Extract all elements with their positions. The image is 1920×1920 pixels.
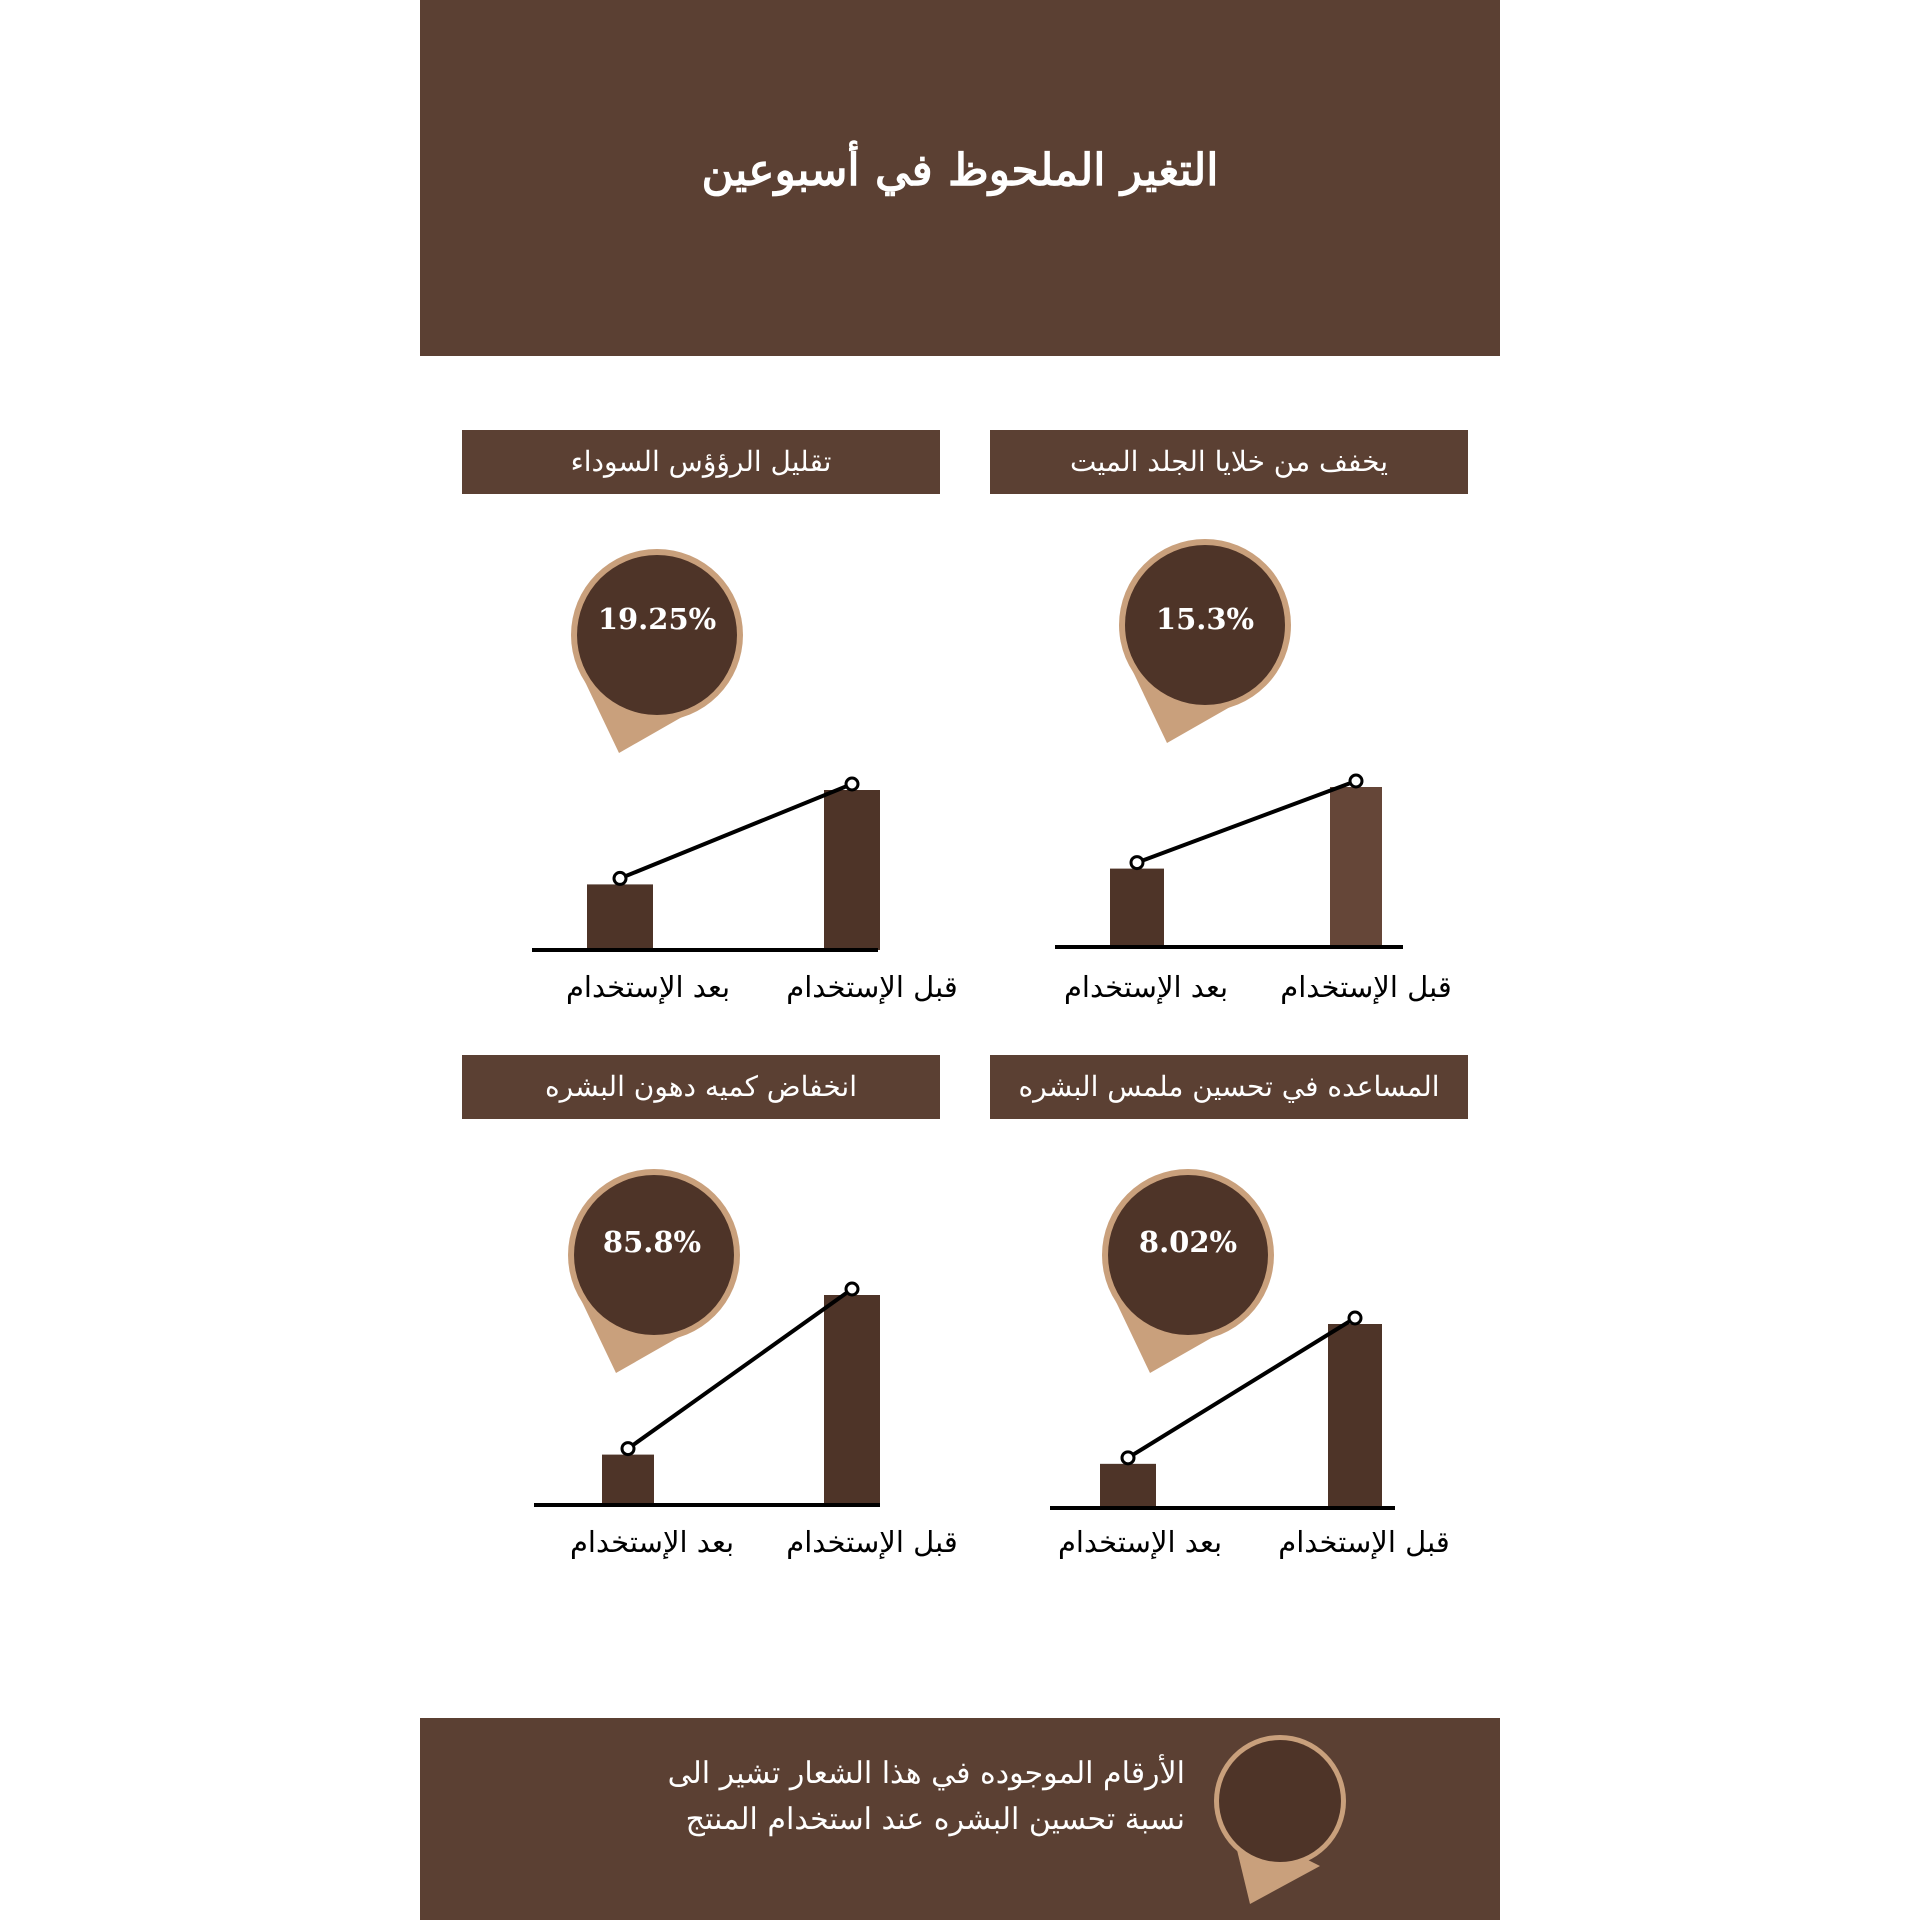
page-title: التغير الملحوظ في أسبوعين [701,145,1219,196]
map-pin-icon [1210,1726,1360,1916]
trend-point-after [622,1443,634,1455]
panel-title: تقليل الرؤؤس السوداء [570,445,832,478]
category-label-after: بعد الإستخدام [569,1525,735,1559]
pin-percentage: 85.8% [602,1225,702,1259]
trend-line [620,784,852,878]
bar-after [587,884,653,950]
footer-text-line-1: الأرقام الموجوده في هذا الشعار تشير الى [667,1756,1185,1791]
footer-text-line-2: نسبة تحسين البشره عند استخدام المنتج [685,1802,1185,1837]
pin-disc [1219,1740,1341,1862]
panel-title: انخفاض كميه دهون البشره [545,1070,857,1103]
panel-title: المساعده في تحسين ملمس البشره [1018,1070,1440,1103]
infographic-poster [420,0,1500,1920]
category-label-before: قبل الإستخدام [786,1525,958,1559]
trend-point-before [846,778,858,790]
category-label-after: بعد الإستخدام [1063,970,1229,1004]
bar-before [824,1295,880,1505]
trend-point-after [1122,1452,1134,1464]
trend-line [1137,781,1356,863]
category-label-before: قبل الإستخدام [1280,970,1452,1004]
category-label-after: بعد الإستخدام [565,970,731,1004]
trend-point-before [1349,1312,1361,1324]
trend-point-before [1350,775,1362,787]
footer-banner [420,1718,1500,1920]
bar-after [1110,869,1164,947]
trend-point-after [1131,857,1143,869]
pin-percentage: 19.25% [597,602,717,636]
category-label-before: قبل الإستخدام [786,970,958,1004]
bar-before [824,790,880,950]
chart-panel-oil [462,1055,982,1615]
bar-chart-svg [462,430,982,990]
chart-panel-blackheads [462,430,982,1004]
bar-before [1328,1324,1382,1508]
bar-after [602,1455,654,1505]
header-banner [420,0,1500,356]
category-label-before: قبل الإستخدام [1278,1525,1450,1559]
pin-percentage: 15.3% [1155,602,1255,636]
pin-percentage: 8.02% [1138,1225,1238,1259]
bar-after [1100,1464,1156,1508]
bar-chart-svg [990,430,1510,990]
chart-panel-dead-skin [990,430,1510,1004]
trend-point-after [614,872,626,884]
category-label-after: بعد الإستخدام [1057,1525,1223,1559]
bar-before [1330,787,1382,947]
chart-panel-texture [990,1055,1510,1615]
trend-point-before [846,1283,858,1295]
panel-title: يخفف من خلايا الجلد الميت [1069,445,1389,478]
